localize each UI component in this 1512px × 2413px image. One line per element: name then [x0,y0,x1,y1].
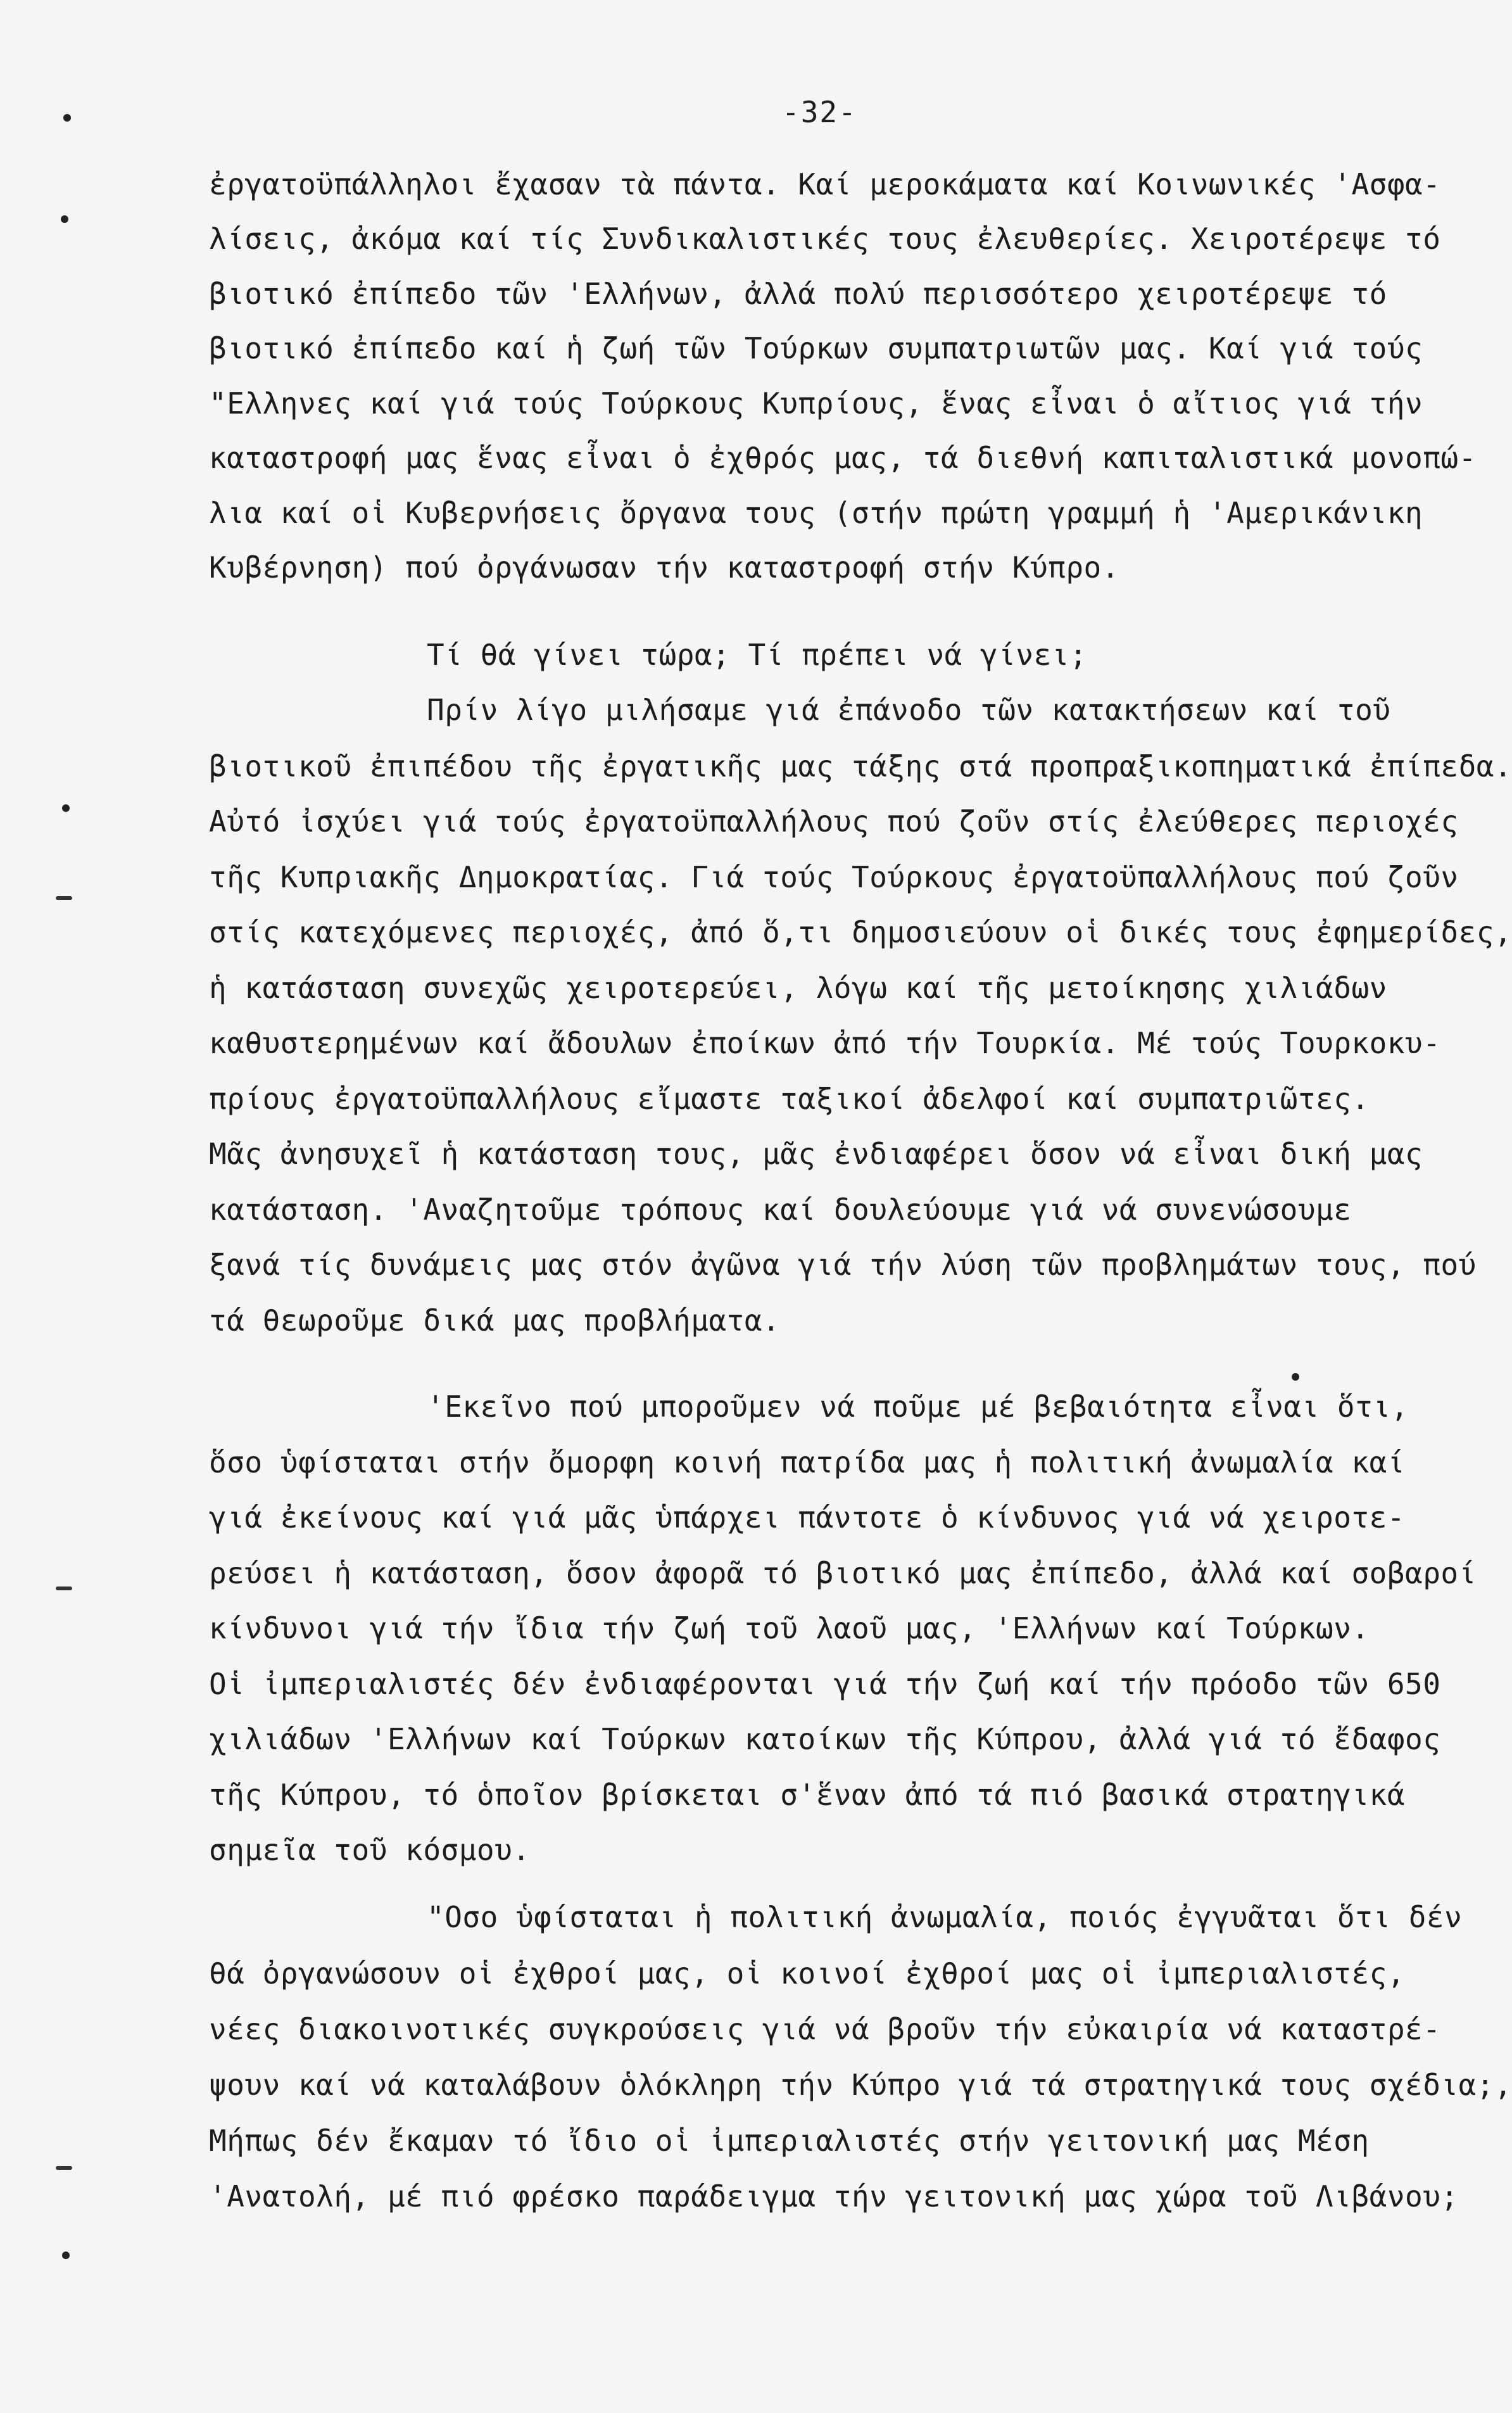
text-line: ρεύσει ἡ κατάσταση, ὅσον ἀφορᾶ τό βιοτικό μας ἐπίπεδο, ἀλλά καί σοβαροί [209,1556,1477,1590]
text-line: καταστροφή μας ἕνας εἶναι ὁ ἐχθρός μας, τά διεθνή καπιταλιστικά μονοπώ- [209,441,1477,475]
text-line: νέες διακοινοτικές συγκρούσεις γιά νά βροῦν τήν εὐκαιρία νά καταστρέ- [209,2012,1441,2046]
text-line: ἡ κατάσταση συνεχῶς χειροτερεύει, λόγω καί τῆς μετοίκησης χιλιάδων [209,971,1387,1005]
text-line: θά ὀργανώσουν οἱ ἐχθροί μας, οἱ κοινοί ἐχθροί μας οἱ ἰμπεριαλιστές, [209,1956,1406,1991]
text-line: 'Εκεῖνο πού μποροῦμεν νά ποῦμε μέ βεβαιότητα εἶναι ὅτι, [427,1390,1409,1424]
text-line: βιοτικό ἐπίπεδο καί ἡ ζωή τῶν Τούρκων συμπατριωτῶν μας. Καί γιά τούς [209,331,1423,365]
text-line: ὅσο ὑφίσταται στήν ὄμορφη κοινή πατρίδα μας ἡ πολιτική ἀνωμαλία καί [209,1445,1406,1479]
text-line: λια καί οἱ Κυβερνήσεις ὄργανα τους (στήν πρώτη γραμμή ἡ 'Αμερικάνικη [209,496,1423,530]
text-line: Κυβέρνηση) πού ὀργάνωσαν τήν καταστροφή στήν Κύπρο. [209,550,1119,585]
text-line: τά θεωροῦμε δικά μας προβλήματα. [209,1303,781,1338]
text-line: Οἱ ἰμπεριαλιστές δέν ἐνδιαφέρονται γιά τήν ζωή καί τήν πρόοδο τῶν 650 [209,1667,1441,1701]
text-line: στίς κατεχόμενες περιοχές, ἀπό ὅ,τι δημοσιεύουν οἱ δικές τους ἐφημερίδες, [209,915,1512,949]
text-line: πρίους ἐργατοϋπαλλήλους εἴμαστε ταξικοί ἀδελφοί καί συμπατριῶτες. [209,1082,1370,1116]
text-line: 'Ανατολή, μέ πιό φρέσκο παράδειγμα τήν γειτονική μας χώρα τοῦ Λιβάνου; [209,2179,1459,2214]
text-line: γιά ἐκείνους καί γιά μᾶς ὑπάρχει πάντοτε ὁ κίνδυνος γιά νά χειροτε- [209,1500,1406,1535]
text-line: Μήπως δέν ἔκαμαν τό ἴδιο οἱ ἰμπεριαλιστές στήν γειτονική μας Μέση [209,2124,1370,2158]
text-line: "Ελληνες καί γιά τούς Τούρκους Κυπρίους, ἕνας εἶναι ὁ αἴτιος γιά τήν [209,386,1423,421]
margin-mark [56,896,72,900]
margin-mark [62,804,70,812]
margin-mark [1292,1373,1299,1381]
text-line: βιοτικό ἐπίπεδο τῶν 'Ελλήνων, ἀλλά πολύ περισσότερο χειροτέρεψε τό [209,277,1387,311]
margin-mark [56,2166,72,2170]
margin-mark [63,114,71,122]
text-line: ξανά τίς δυνάμεις μας στόν ἀγῶνα γιά τήν λύση τῶν προβλημάτων τους, πού [209,1248,1477,1282]
text-line: λίσεις, ἀκόμα καί τίς Συνδικαλιστικές τους ἐλευθερίες. Χειροτέρεψε τό [209,222,1441,256]
text-line: Αὐτό ἰσχύει γιά τούς ἐργατοϋπαλλήλους πού ζοῦν στίς ἐλεύθερες περιοχές [209,804,1459,839]
text-line: Μᾶς ἀνησυχεῖ ἡ κατάσταση τους, μᾶς ἐνδιαφέρει ὅσον νά εἶναι δική μας [209,1137,1423,1171]
margin-mark [62,2252,70,2259]
text-line: ψουν καί νά καταλάβουν ὁλόκληρη τήν Κύπρο γιά τά στρατηγικά τους σχέδια;, [209,2068,1512,2102]
text-line: τῆς Κυπριακῆς Δημοκρατίας. Γιά τούς Τούρκους ἐργατοϋπαλλήλους πού ζοῦν [209,860,1459,894]
text-line: κίνδυνοι γιά τήν ἴδια τήν ζωή τοῦ λαοῦ μας, 'Ελλήνων καί Τούρκων. [209,1611,1370,1645]
text-line: τῆς Κύπρου, τό ὁποῖον βρίσκεται σ'ἕναν ἀπό τά πιό βασικά στρατηγικά [209,1778,1406,1812]
text-line: ἐργατοϋπάλληλοι ἔχασαν τὰ πάντα. Καί μεροκάματα καί Κοινωνικές 'Ασφα- [209,167,1441,201]
text-line: κατάσταση. 'Αναζητοῦμε τρόπους καί δουλεύουμε γιά νά συνενώσουμε [209,1193,1352,1227]
text-line: "Οσο ὑφίσταται ἡ πολιτική ἀνωμαλία, ποιός ἐγγυᾶται ὅτι δέν [427,1900,1463,1934]
margin-mark [61,215,68,223]
text-line: Τί θά γίνει τώρα; Τί πρέπει νά γίνει; [427,638,1088,672]
margin-mark [56,1586,72,1590]
text-line: καθυστερημένων καί ἄδουλων ἐποίκων ἀπό τήν Τουρκία. Μέ τούς Τουρκοκυ- [209,1026,1441,1060]
text-line: Πρίν λίγο μιλήσαμε γιά ἐπάνοδο τῶν κατακτήσεων καί τοῦ [427,693,1391,727]
page-number: -32- [782,95,857,129]
text-line: βιοτικοῦ ἐπιπέδου τῆς ἐργατικῆς μας τάξης στά προπραξικοπηματικά ἐπίπεδα. [209,749,1512,783]
text-line: χιλιάδων 'Ελλήνων καί Τούρκων κατοίκων τῆς Κύπρου, ἀλλά γιά τό ἔδαφος [209,1722,1441,1756]
text-line: σημεῖα τοῦ κόσμου. [209,1833,531,1867]
